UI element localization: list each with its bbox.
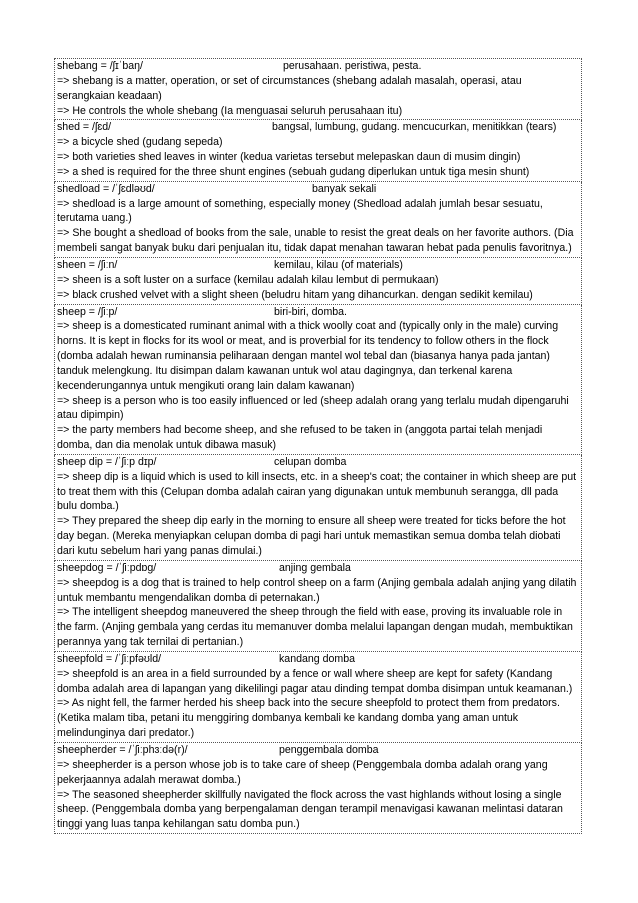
entry-line: => sheen is a soft luster on a surface (kemilau adalah kilau lembut di permukaan) — [57, 273, 439, 286]
entry-sheen — [54, 258, 582, 305]
entry-term: sheepfold = /ˈʃiːpfəʊld/ — [57, 652, 162, 665]
entry-heading — [57, 305, 579, 320]
entry-line: => sheepdog is a dog that is trained to help control sheep on a farm (Anjing gembala adalah anjing yang dilatih untuk membantu mengendalikan domba di peternakan.) — [57, 576, 577, 604]
entry-line: => a bicycle shed (gudang sepeda) — [57, 136, 223, 149]
entry-heading — [57, 455, 579, 470]
entry-translation: bangsal, lumbung, gudang. mencucurkan, menitikkan (tears) — [272, 121, 557, 134]
entry-line: => black crushed velvet with a slight sheen (beludru hitam yang dihancurkan. dengan sedikit kemilau) — [57, 288, 533, 301]
entry-sheep-dip — [54, 455, 582, 561]
entry-line: => The seasoned sheepherder skillfully navigated the flock across the vast highlands without losing a single sheep. (Penggembala domba yang berpengalaman dengan terampil menavigasi kawanan melintasi dataran tinggi yang luas tanpa kehilangan satu domba pun.) — [57, 788, 563, 831]
entry-term: sheep dip = /ˈʃiːp dɪp/ — [57, 455, 157, 468]
entry-term: shed = /ʃɛd/ — [57, 121, 112, 134]
entry-line: => shedload is a large amount of something, especially money (Shedload adalah jumlah besar sesuatu, terutama uang.) — [57, 197, 543, 225]
entry-line: => As night fell, the farmer herded his sheep back into the secure sheepfold to protect them from predators. (Ketika malam tiba, petani itu menggiring dombanya kembali ke kandang domba yang aman untuk melindunginya dari predator.) — [57, 697, 560, 740]
entry-shebang — [54, 58, 582, 120]
entry-term: sheen = /ʃiːn/ — [57, 258, 118, 271]
entry-heading — [57, 59, 579, 74]
entry-line: => He controls the whole shebang (Ia menguasai seluruh perusahaan itu) — [57, 104, 403, 117]
entry-translation: penggembala domba — [279, 743, 379, 756]
entry-translation: anjing gembala — [279, 561, 351, 574]
entry-shed — [54, 120, 582, 181]
entry-translation: banyak sekali — [312, 182, 377, 195]
entry-line: => sheepherder is a person whose job is to take care of sheep (Penggembala domba adalah orang yang pekerjaannya adalah merawat domba.) — [57, 758, 548, 786]
entry-line: => She bought a shedload of books from the sale, unable to resist the great deals on her favorite authors. (Dia membeli sangat banyak buku dari penjualan itu, tidak dapat menahan tawaran hebat pada penulis favoritnya.) — [57, 227, 574, 255]
entry-translation: perusahaan. peristiwa, pesta. — [283, 60, 422, 72]
entry-term: shebang = /ʃɪˈbaŋ/ — [57, 60, 143, 72]
entry-line: => a shed is required for the three shunt engines (sebuah gudang diperlukan untuk tiga mesin shunt) — [57, 165, 530, 178]
entry-line: => the party members had become sheep, and she refused to be taken in (anggota partai telah menjadi domba, dan dia menolak untuk dibawa masuk) — [57, 424, 543, 452]
entry-line: => sheep dip is a liquid which is used to kill insects, etc. in a sheep's coat; the container in which sheep are put to treat them with this (Celupan domba adalah cairan yang digunakan untuk membunuh serangga, dll pada bulu domba.) — [57, 470, 577, 513]
entry-shedload — [54, 182, 582, 258]
entry-heading — [57, 561, 579, 576]
entry-term: sheepherder = /ˈʃiːphɜːdə(r)/ — [57, 743, 188, 756]
entry-sheep — [54, 305, 582, 455]
entry-translation: biri-biri, domba. — [274, 305, 348, 318]
entry-term: shedload = /ˈʃɛdləʊd/ — [57, 182, 155, 195]
entry-term: sheep = /ʃiːp/ — [57, 305, 118, 318]
entry-translation: kandang domba — [279, 652, 355, 665]
entry-term: sheepdog = /ˈʃiːpdɒɡ/ — [57, 561, 157, 574]
entry-sheepfold — [54, 652, 582, 743]
entry-sheepdog — [54, 561, 582, 652]
entry-line: => shebang is a matter, operation, or set of circumstances (shebang adalah masalah, operasi, atau serangkaian keadaan) — [57, 74, 522, 102]
entry-translation: celupan domba — [274, 455, 347, 468]
entry-line: => sheepfold is an area in a field surrounded by a fence or wall where sheep are kept for safety (Kandang domba adalah area di lapangan yang dikelilingi pagar atau dinding tempat domba disimpan untuk keamanan.) — [57, 667, 573, 695]
entry-heading — [57, 258, 579, 273]
entry-line: => They prepared the sheep dip early in the morning to ensure all sheep were treated for ticks before the hot day began. (Mereka menyiapkan celupan domba di pagi hari untuk memastikan semua domba telah diobati dari kutu sebelum hari yang panas dimulai.) — [57, 515, 566, 557]
vocabulary-list — [54, 58, 582, 834]
entry-line: => sheep is a person who is too easily influenced or led (sheep adalah orang yang terlalu mudah dipengaruhi atau dipimpin) — [57, 394, 569, 422]
entry-heading — [57, 743, 579, 758]
entry-line: => both varieties shed leaves in winter (kedua varietas tersebut melepaskan daun di musim dingin) — [57, 151, 521, 164]
entry-line: => The intelligent sheepdog maneuvered the sheep through the field with ease, proving its invaluable role in the farm. (Anjing gembala yang cerdas itu memanuver domba melalui lapangan dengan mudah, membuktikan perannya yang tak ternilai di pertanian.) — [57, 606, 573, 649]
entry-sheepherder — [54, 743, 582, 834]
entry-line: => sheep is a domesticated ruminant animal with a thick woolly coat and (typically only in the male) curving horns. It is kept in flocks for its wool or meat, and is proverbial for its tendency to follow others in the flock (domba adalah hewan ruminansia peliharaan dengan mantel wol tebal dan (biasanya hanya pada jantan) tanduk melengkung. Itu disimpan dalam kawanan untuk wol atau dagingnya, dan terkenal karena kecenderungannya untuk mengikuti orang lain dalam kawanan) — [57, 320, 559, 392]
entry-heading — [57, 120, 579, 135]
entry-heading — [57, 182, 579, 197]
entry-translation: kemilau, kilau (of materials) — [274, 258, 403, 271]
entry-heading — [57, 652, 579, 667]
